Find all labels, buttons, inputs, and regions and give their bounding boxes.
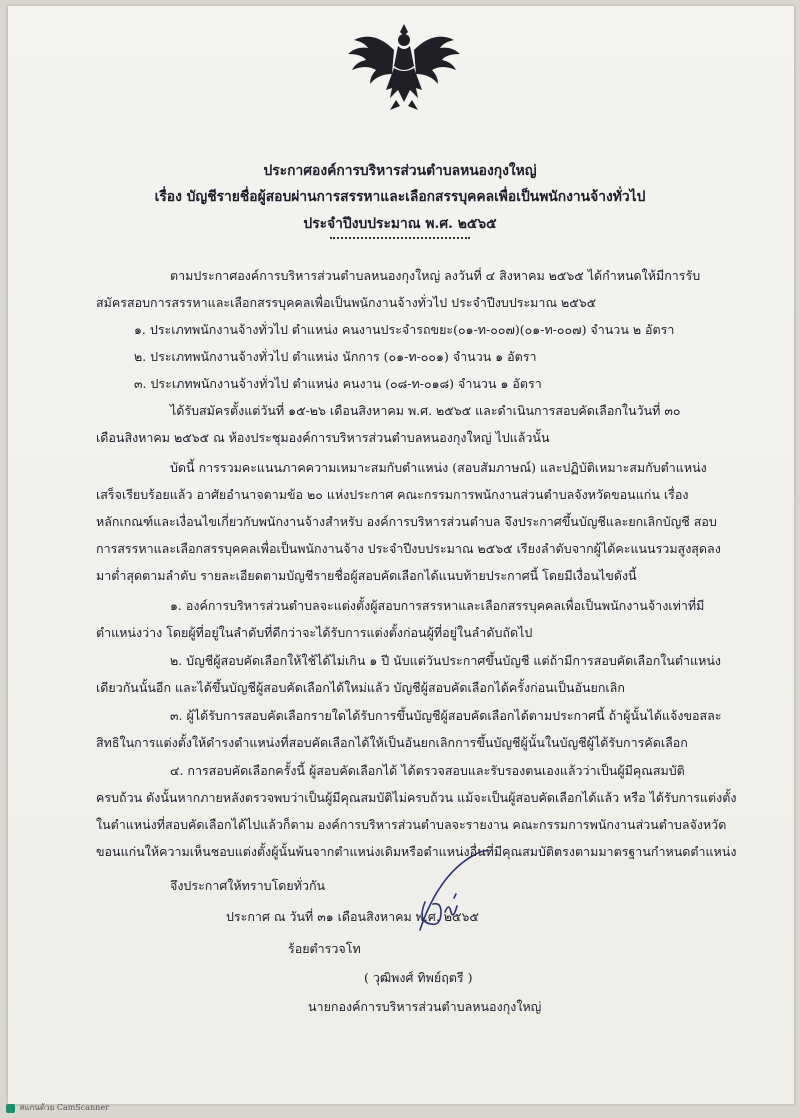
position-item: ๓. ประเภทพนักงานจ้างทั่วไป ตำแหน่ง คนงาน (๐๘-ท-๐๑๘) จำนวน ๑ อัตรา (134, 376, 542, 391)
dotted-divider (330, 237, 470, 239)
condition-line: ๒. บัญชีผู้สอบคัดเลือกให้ใช้ได้ไม่เกิน ๑ ปี นับแต่วันประกาศขึ้นบัญชี แต่ถ้ามีการสอบคัดเลือกในตำแหน่ง (170, 653, 722, 668)
announcement-line: มาต่ำสุดตามลำดับ รายละเอียดตามบัญชีรายชื่อผู้สอบคัดเลือกได้แนบท้ายประกาศนี้ โดยมีเงื่อนไขดังนี้ (96, 568, 637, 583)
condition-line: ตำแหน่งว่าง โดยผู้ที่อยู่ในลำดับที่ดีกว่าจะได้รับการแต่งตั้งก่อนผู้ที่อยู่ในลำดับถัดไป (96, 625, 533, 640)
condition-line: ๑. องค์การบริหารส่วนตำบลจะแต่งตั้งผู้สอบการสรรหาและเลือกสรรบุคคลเพื่อเป็นพนักงานจ้างเท่าที่มี (170, 598, 705, 613)
position-item: ๑. ประเภทพนักงานจ้างทั่วไป ตำแหน่ง คนงานประจำรถขยะ(๐๑-ท-๐๐๗)(๐๑-ท-๐๐๗) จำนวน ๒ อัตรา (134, 322, 675, 337)
intro-line: ตามประกาศองค์การบริหารส่วนตำบลหนองกุงใหญ่ ลงวันที่ ๔ สิงหาคม ๒๕๖๕ ได้กำหนดให้มีการรับ (170, 268, 701, 283)
announcement-date: ประกาศ ณ วันที่ ๓๑ เดือนสิงหาคม พ.ศ. ๒๕๖๕ (226, 909, 479, 924)
announcement-line: การสรรหาและเลือกสรรบุคคลเพื่อเป็นพนักงานจ้าง ประจำปีงบประมาณ ๒๕๖๕ เรียงลำดับจากผู้ได้คะแนนรวมสูงสุดลง (96, 541, 721, 556)
scanner-watermark (6, 1101, 109, 1114)
handwritten-signature (390, 850, 570, 940)
condition-line: ๔. การสอบคัดเลือกครั้งนี้ ผู้สอบคัดเลือกได้ ได้ตรวจสอบและรับรองตนเองแล้วว่าเป็นผู้มีคุณสมบัติ (170, 763, 685, 778)
condition-line: ๓. ผู้ได้รับการสอบคัดเลือกรายใดได้รับการขึ้นบัญชีผู้สอบคัดเลือกได้ตามประกาศนี้ ถ้าผู้นั้นได้แจ้งขอสละ (170, 708, 722, 723)
camscanner-logo-icon (6, 1104, 15, 1113)
announcement-line: บัดนี้ การรวมคะแนนภาคความเหมาะสมกับตำแหน่ง (สอบสัมภาษณ์) และปฏิบัติเหมาะสมกับตำแหน่ง (170, 460, 707, 475)
condition-line: สิทธิในการแต่งตั้งให้ดำรงตำแหน่งที่สอบคัดเลือกได้ให้เป็นอันยกเลิกการขึ้นบัญชีผู้นั้นในบัญชีผู้ได้รับการคัดเลือก (96, 735, 688, 750)
document-title: ประกาศองค์การบริหารส่วนตำบลหนองกุงใหญ่ (263, 163, 537, 179)
condition-line: ครบถ้วน ดังนั้นหากภายหลังตรวจพบว่าเป็นผู้มีคุณสมบัติไม่ครบถ้วน แม้จะเป็นผู้สอบคัดเลือกได้แล้ว หรือ ได้รับการแต่งตั้ง (96, 790, 737, 805)
announcement-line: หลักเกณฑ์และเงื่อนไขเกี่ยวกับพนักงานจ้างสำหรับ องค์การบริหารส่วนตำบล จึงประกาศขึ้นบัญชีและยกเลิกบัญชี สอบ (96, 514, 717, 529)
document-subject: เรื่อง บัญชีรายชื่อผู้สอบผ่านการสรรหาและเลือกสรรบุคคลเพื่อเป็นพนักงานจ้างทั่วไป (154, 189, 646, 205)
fiscal-year: ประจำปีงบประมาณ พ.ศ. ๒๕๖๕ (303, 216, 497, 232)
garuda-emblem-icon (340, 18, 468, 118)
application-line: เดือนสิงหาคม ๒๕๖๕ ณ ห้องประชุมองค์การบริหารส่วนตำบลหนองกุงใหญ่ ไปแล้วนั้น (96, 430, 550, 445)
intro-line: สมัครสอบการสรรหาและเลือกสรรบุคคลเพื่อเป็นพนักงานจ้างทั่วไป ประจำปีงบประมาณ ๒๕๖๕ (96, 295, 597, 310)
signer-rank: ร้อยตำรวจโท (288, 941, 361, 956)
position-item: ๒. ประเภทพนักงานจ้างทั่วไป ตำแหน่ง นักการ (๐๑-ท-๐๐๑) จำนวน ๑ อัตรา (134, 349, 537, 364)
condition-line: ขอนแก่นให้ความเห็นชอบแต่งตั้งผู้นั้นพ้นจากตำแหน่งเดิมหรือตำแหน่งอื่นที่มีคุณสมบัติตรงตามมาตรฐานกำหนดตำแหน่ง (96, 844, 737, 859)
announcement-line: เสร็จเรียบร้อยแล้ว อาศัยอำนาจตามข้อ ๒๐ แห่งประกาศ คณะกรรมการพนักงานส่วนตำบลจังหวัดขอนแก่น เรื่อง (96, 487, 689, 502)
signer-name: ( วุฒิพงศ์ ทิพย์ฤตรี ) (364, 970, 473, 985)
scanner-label: สแกนด้วย CamScanner (19, 1103, 109, 1112)
application-line: ได้รับสมัครตั้งแต่วันที่ ๑๕-๒๖ เดือนสิงหาคม พ.ศ. ๒๕๖๕ และดำเนินการสอบคัดเลือกในวันที่ ๓๐ (170, 403, 681, 418)
condition-line: ในตำแหน่งที่สอบคัดเลือกได้ไปแล้วก็ตาม องค์การบริหารส่วนตำบลจะรายงาน คณะกรรมการพนักงานส่วนตำบลจังหวัด (96, 817, 727, 832)
condition-line: เดียวกันนั้นอีก และได้ขึ้นบัญชีผู้สอบคัดเลือกได้ใหม่แล้ว บัญชีผู้สอบคัดเลือกได้ครั้งก่อนเป็นอันยกเลิก (96, 680, 625, 695)
signer-position: นายกองค์การบริหารส่วนตำบลหนองกุงใหญ่ (308, 999, 542, 1014)
closing-notice: จึงประกาศให้ทราบโดยทั่วกัน (170, 878, 326, 893)
